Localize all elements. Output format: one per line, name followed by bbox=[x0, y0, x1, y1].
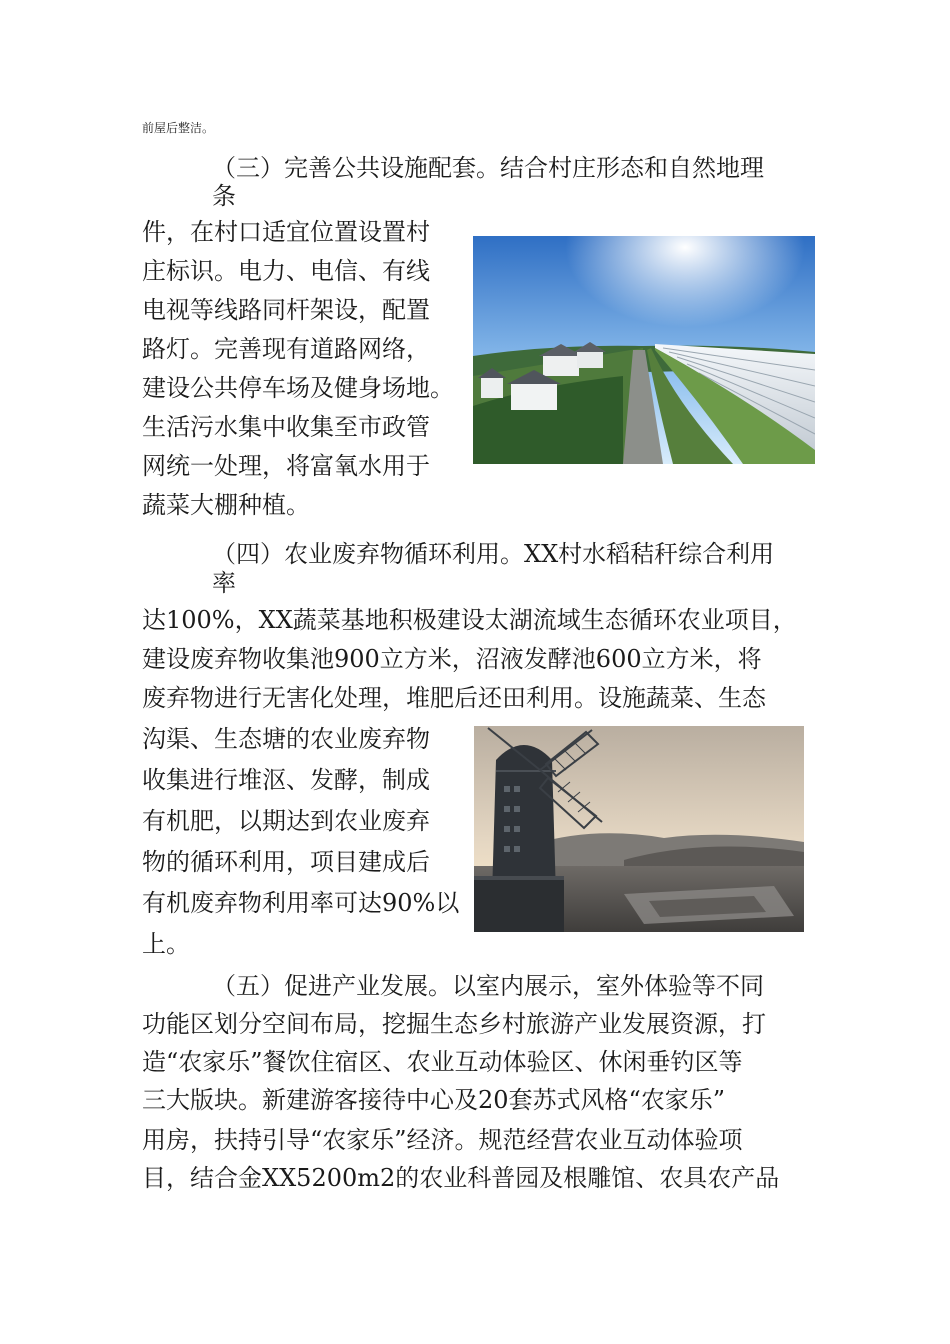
windmill-photo bbox=[474, 726, 804, 932]
sec4-text-line: 收集进行堆沤、发酵，制成 bbox=[142, 766, 430, 794]
sec4-text-line: 沟渠、生态塘的农业废弃物 bbox=[142, 725, 430, 753]
sec3-wrap-char: 条 bbox=[212, 182, 236, 210]
sec4-text-line: 物的循环利用，项目建成后 bbox=[142, 848, 430, 876]
sec3-text-line: 路灯。完善现有道路网络， bbox=[142, 335, 430, 363]
sec4-text-line: 有机废弃物利用率可达90%以 bbox=[142, 889, 460, 917]
sec3-text-line: 电视等线路同杆架设，配置 bbox=[142, 296, 430, 324]
sec5-text-line: 目，结合金XX5200m2的农业科普园及根雕馆、农具农产品 bbox=[142, 1164, 780, 1192]
sec4-text-line: 达100%，XX蔬菜基地积极建设太湖流域生态循环农业项目， bbox=[142, 606, 797, 634]
sec4-text-line: 上。 bbox=[142, 930, 190, 958]
sec4-text-line: 有机肥，以期达到农业废弃 bbox=[142, 807, 430, 835]
sec5-text-line: 造“农家乐”餐饮住宿区、农业互动体验区、休闲垂钓区等 bbox=[142, 1048, 743, 1076]
sec3-text-line: 建设公共停车场及健身场地。 bbox=[142, 374, 454, 402]
sec3-text-line: 蔬菜大棚种植。 bbox=[142, 491, 310, 519]
greenhouse-village-photo bbox=[473, 236, 815, 464]
sec5-text-line: 用房，扶持引导“农家乐”经济。规范经营农业互动体验项 bbox=[142, 1126, 743, 1154]
sec3-heading-line: （三）完善公共设施配套。结合村庄形态和自然地理 bbox=[212, 154, 764, 182]
sec3-text-line: 庄标识。电力、电信、有线 bbox=[142, 257, 430, 285]
sec4-text-line: 废弃物进行无害化处理，堆肥后还田利用。设施蔬菜、生态 bbox=[142, 684, 766, 712]
sec4-wrap-char: 率 bbox=[212, 569, 236, 597]
sec5-heading-line: （五）促进产业发展。以室内展示，室外体验等不同 bbox=[212, 972, 764, 1000]
sec5-text-line: 三大版块。新建游客接待中心及20套苏式风格“农家乐” bbox=[142, 1086, 726, 1114]
sec4-text-line: 建设废弃物收集池900立方米，沼液发酵池600立方米，将 bbox=[142, 645, 762, 673]
intro-tail-text: 前屋后整洁。 bbox=[142, 121, 215, 135]
sec5-text-line: 功能区划分空间布局，挖掘生态乡村旅游产业发展资源，打 bbox=[142, 1010, 766, 1038]
sec4-heading-line: （四）农业废弃物循环利用。XX村水稻秸秆综合利用 bbox=[212, 540, 775, 568]
sec3-text-line: 生活污水集中收集至市政管 bbox=[142, 413, 430, 441]
sec3-text-line: 件，在村口适宜位置设置村 bbox=[142, 218, 430, 246]
sec3-text-line: 网统一处理，将富氧水用于 bbox=[142, 452, 430, 480]
